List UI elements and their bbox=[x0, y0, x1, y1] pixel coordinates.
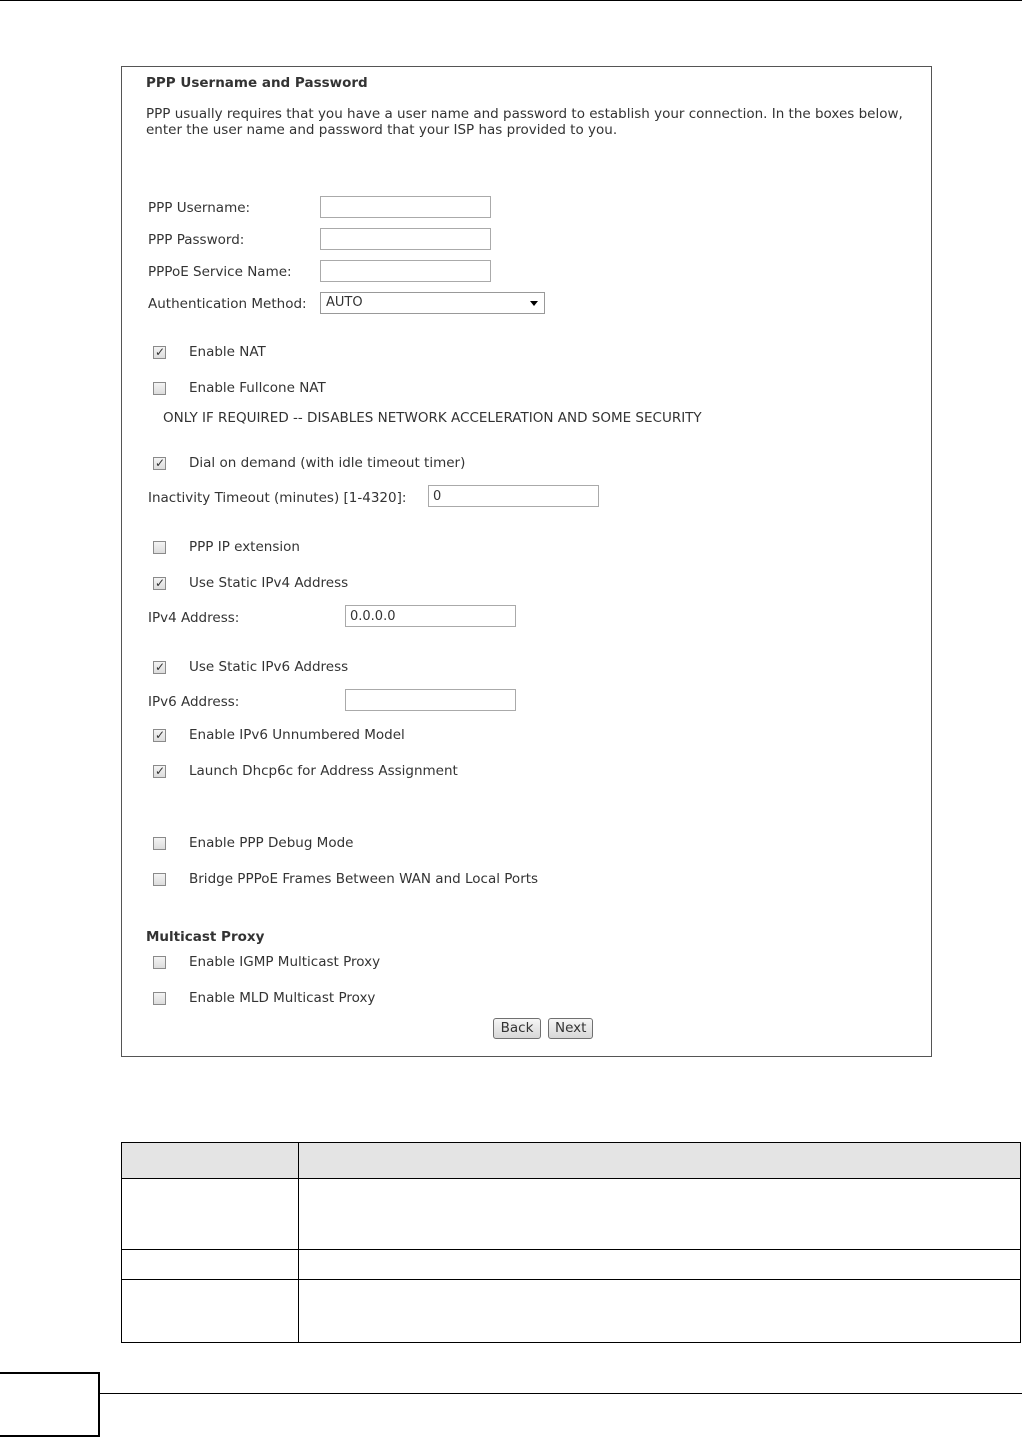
enable-fullcone-nat-checkbox[interactable] bbox=[153, 382, 166, 395]
ppp-username-label: PPP Username: bbox=[148, 200, 251, 216]
table-cell bbox=[299, 1280, 1021, 1343]
ppp-password-input[interactable] bbox=[320, 228, 491, 250]
table-cell bbox=[122, 1179, 299, 1250]
table-row bbox=[122, 1250, 1021, 1280]
table-cell bbox=[122, 1280, 299, 1343]
bridge-pppoe-label: Bridge PPPoE Frames Between WAN and Local Ports bbox=[189, 871, 539, 887]
auth-method-select[interactable] bbox=[320, 292, 545, 314]
ipv6-unnumbered-label: Enable IPv6 Unnumbered Model bbox=[189, 727, 405, 743]
check-icon: ✓ bbox=[155, 345, 166, 359]
ppp-password-label: PPP Password: bbox=[148, 232, 245, 248]
use-static-ipv4-checkbox[interactable] bbox=[153, 577, 166, 590]
ipv6-address-input[interactable] bbox=[345, 689, 516, 711]
ipv4-address-input[interactable] bbox=[345, 605, 516, 627]
use-static-ipv6-checkbox[interactable] bbox=[153, 661, 166, 674]
ppp-ip-extension-checkbox[interactable] bbox=[153, 541, 166, 554]
check-icon: ✓ bbox=[155, 728, 166, 742]
dhcp6c-checkbox[interactable] bbox=[153, 765, 166, 778]
check-icon: ✓ bbox=[155, 456, 166, 470]
next-button[interactable]: Next bbox=[548, 1018, 593, 1039]
pppoe-service-name-label: PPPoE Service Name: bbox=[148, 264, 292, 280]
ipv4-address-label: IPv4 Address: bbox=[148, 610, 240, 626]
table-header-cell bbox=[299, 1143, 1021, 1179]
table-header-cell bbox=[122, 1143, 299, 1179]
enable-nat-label: Enable NAT bbox=[189, 344, 266, 360]
enable-nat-checkbox[interactable] bbox=[153, 346, 166, 359]
back-button[interactable]: Back bbox=[493, 1018, 541, 1039]
ppp-debug-label: Enable PPP Debug Mode bbox=[189, 835, 354, 851]
use-static-ipv6-label: Use Static IPv6 Address bbox=[189, 659, 349, 675]
page-top-rule bbox=[0, 0, 1022, 1]
table-row bbox=[122, 1179, 1021, 1250]
mld-proxy-checkbox[interactable] bbox=[153, 992, 166, 1005]
intro-text: PPP usually requires that you have a user name and password to establish your connection. In the boxes below, enter the user name and password that your ISP has provided to you. bbox=[146, 106, 903, 138]
check-icon: ✓ bbox=[155, 576, 166, 590]
check-icon: ✓ bbox=[155, 660, 166, 674]
dial-on-demand-checkbox[interactable] bbox=[153, 457, 166, 470]
ipv6-address-label: IPv6 Address: bbox=[148, 694, 240, 710]
enable-fullcone-nat-label: Enable Fullcone NAT bbox=[189, 380, 326, 396]
bridge-pppoe-checkbox[interactable] bbox=[153, 873, 166, 886]
table-row bbox=[122, 1280, 1021, 1343]
page-number-box bbox=[0, 1372, 100, 1437]
section-title: PPP Username and Password bbox=[146, 75, 368, 91]
igmp-proxy-checkbox[interactable] bbox=[153, 956, 166, 969]
auth-method-label: Authentication Method: bbox=[148, 296, 307, 312]
ppp-ip-extension-label: PPP IP extension bbox=[189, 539, 300, 555]
use-static-ipv4-label: Use Static IPv4 Address bbox=[189, 575, 349, 591]
chevron-down-icon bbox=[530, 301, 538, 306]
igmp-proxy-label: Enable IGMP Multicast Proxy bbox=[189, 954, 381, 970]
description-table bbox=[121, 1142, 1021, 1343]
table-cell bbox=[299, 1179, 1021, 1250]
inactivity-timeout-label: Inactivity Timeout (minutes) [1-4320]: bbox=[148, 490, 407, 506]
auth-method-value: AUTO bbox=[326, 295, 363, 310]
multicast-proxy-title: Multicast Proxy bbox=[146, 929, 265, 945]
table-cell bbox=[122, 1250, 299, 1280]
mld-proxy-label: Enable MLD Multicast Proxy bbox=[189, 990, 376, 1006]
ipv6-unnumbered-checkbox[interactable] bbox=[153, 729, 166, 742]
inactivity-timeout-input[interactable] bbox=[428, 485, 599, 507]
footer-rule bbox=[100, 1393, 1022, 1394]
table-cell bbox=[299, 1250, 1021, 1280]
ppp-debug-checkbox[interactable] bbox=[153, 837, 166, 850]
fullcone-warning: ONLY IF REQUIRED -- DISABLES NETWORK ACCELERATION AND SOME SECURITY bbox=[163, 410, 702, 426]
dial-on-demand-label: Dial on demand (with idle timeout timer) bbox=[189, 455, 466, 471]
table-header-row bbox=[122, 1143, 1021, 1179]
ppp-username-input[interactable] bbox=[320, 196, 491, 218]
pppoe-service-name-input[interactable] bbox=[320, 260, 491, 282]
dhcp6c-label: Launch Dhcp6c for Address Assignment bbox=[189, 763, 458, 779]
ppp-settings-panel bbox=[121, 66, 932, 1057]
check-icon: ✓ bbox=[155, 764, 166, 778]
